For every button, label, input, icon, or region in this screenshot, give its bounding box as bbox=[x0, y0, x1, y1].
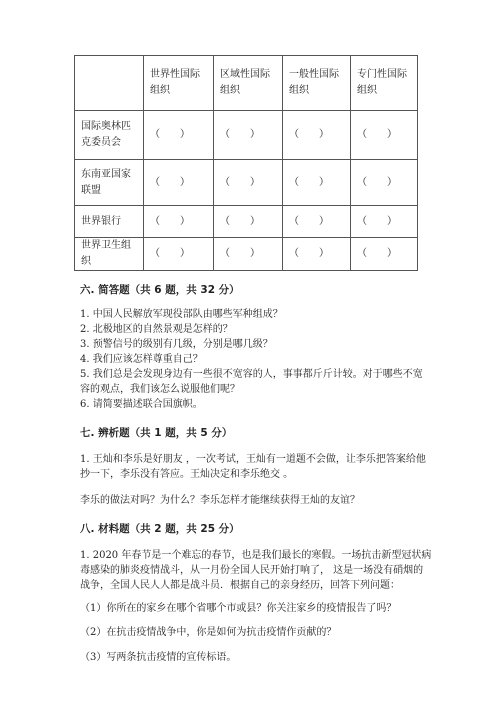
header-cell-empty bbox=[75, 56, 144, 111]
row-label: 世界银行 bbox=[75, 206, 144, 238]
sub-question: （3）写两条抗击疫情的宣传标语。 bbox=[80, 652, 237, 663]
answer-blank[interactable]: （ ） bbox=[351, 206, 418, 238]
question-line: 毒感染的肺炎疫情战斗，从一月份全国人民开始打响了， 这是一场没有硝烟的 bbox=[80, 565, 424, 576]
header-cell-general: 一般性国际组织 bbox=[283, 56, 351, 111]
sub-question: （2）在抗击疫情战争中，你是如何为抗击疫情作贡献的？ bbox=[80, 627, 337, 638]
answer-blank[interactable]: （ ） bbox=[351, 160, 418, 206]
answer-blank[interactable]: （ ） bbox=[283, 111, 351, 160]
table-header-row bbox=[75, 56, 418, 111]
question-line: 2. 北极地区的自然景观是怎样的？ bbox=[80, 324, 233, 335]
question-line: 4. 我们应该怎样尊重自己？ bbox=[80, 354, 203, 365]
table-row bbox=[75, 238, 418, 271]
answer-blank[interactable]: （ ） bbox=[351, 111, 418, 160]
table-row bbox=[75, 111, 418, 160]
answer-blank[interactable]: （ ） bbox=[214, 111, 283, 160]
section-8-title: 八. 材料题（共 2 题，共 25 分） bbox=[80, 523, 240, 535]
sub-question: （1）你所在的家乡在哪个省哪个市或县？你关注家乡的疫情报告了吗？ bbox=[80, 603, 397, 614]
question-line: 容的观点，我们该怎么说服他们呢？ bbox=[80, 384, 240, 395]
answer-blank[interactable]: （ ） bbox=[283, 160, 351, 206]
question-line: 5. 我们总是会发现身边有一些很不宽容的人，事事都斤斤计较。对于哪些不宽 bbox=[80, 369, 423, 380]
row-label: 东南亚国家联盟 bbox=[75, 160, 144, 206]
question-line: 李乐的做法对吗？为什么？李乐怎样才能继续获得王灿的友谊？ bbox=[80, 495, 360, 506]
answer-blank[interactable]: （ ） bbox=[283, 238, 351, 271]
section-7-title: 七. 辨析题（共 1 题，共 5 分） bbox=[80, 427, 233, 439]
organization-table bbox=[74, 55, 418, 271]
table-row bbox=[75, 160, 418, 206]
question-line: 1. 王灿和李乐是好朋友 ，一次考试，王灿有一道题不会做，让李乐把答案给他 bbox=[80, 454, 426, 465]
answer-blank[interactable]: （ ） bbox=[351, 238, 418, 271]
header-cell-regional: 区域性国际组织 bbox=[214, 56, 283, 111]
header-cell-world: 世界性国际组织 bbox=[144, 56, 214, 111]
answer-blank[interactable]: （ ） bbox=[283, 206, 351, 238]
question-line: 1. 中国人民解放军现役部队由哪些军种组成？ bbox=[80, 309, 283, 320]
answer-blank[interactable]: （ ） bbox=[214, 238, 283, 271]
row-label: 国际奥林匹克委员会 bbox=[75, 111, 144, 160]
header-cell-specialized: 专门性国际组织 bbox=[351, 56, 418, 111]
question-line: 战争，全国人民人人都是战斗员．根据自己的亲身经历，回答下列问题： bbox=[80, 580, 400, 591]
question-line: 6. 请简要描述联合国旗帜。 bbox=[80, 399, 203, 410]
answer-blank[interactable]: （ ） bbox=[144, 111, 214, 160]
answer-blank[interactable]: （ ） bbox=[144, 238, 214, 271]
answer-blank[interactable]: （ ） bbox=[214, 160, 283, 206]
table-row bbox=[75, 206, 418, 238]
row-label: 世界卫生组织 bbox=[75, 238, 144, 271]
question-line: 1. 2020 年春节是一个难忘的春节，也是我们最长的寒假。一场抗击新型冠状病 bbox=[80, 550, 432, 561]
answer-blank[interactable]: （ ） bbox=[144, 160, 214, 206]
question-line: 3. 预警信号的级别有几级，分别是哪几级？ bbox=[80, 339, 273, 350]
answer-blank[interactable]: （ ） bbox=[144, 206, 214, 238]
question-line: 抄一下，李乐没有答应。王灿决定和李乐绝交 。 bbox=[80, 469, 294, 480]
answer-blank[interactable]: （ ） bbox=[214, 206, 283, 238]
section-6-title: 六. 简答题（共 6 题，共 32 分） bbox=[80, 284, 240, 296]
